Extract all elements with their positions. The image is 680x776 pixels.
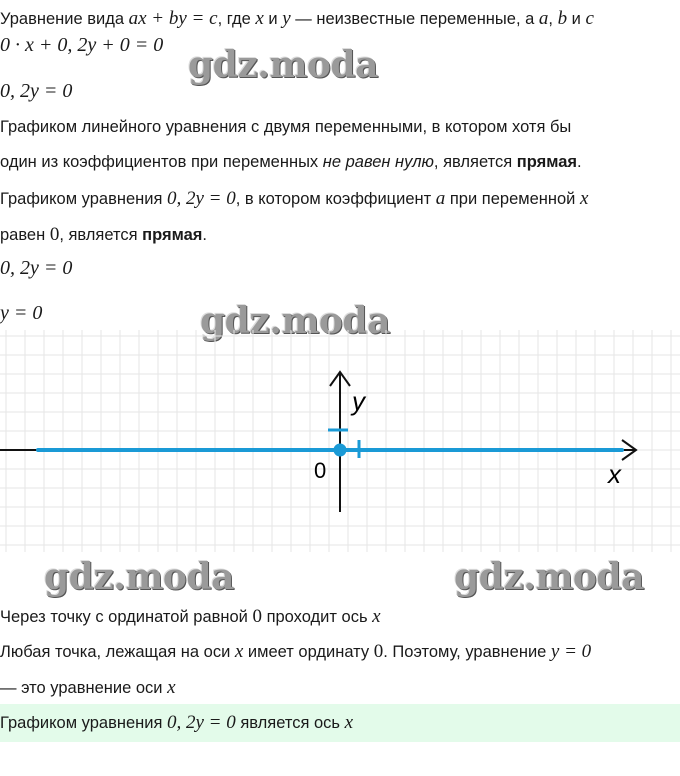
paragraph-4 bbox=[0, 606, 381, 628]
text: . Поэтому, уравнение bbox=[383, 643, 551, 661]
text: проходит ось bbox=[261, 608, 373, 626]
formula: b bbox=[557, 8, 568, 29]
formula: c bbox=[585, 8, 594, 29]
paragraph-5-line-1 bbox=[0, 641, 591, 663]
text: равен bbox=[0, 226, 50, 244]
answer-line bbox=[0, 712, 353, 734]
text: Графиком уравнения bbox=[0, 190, 167, 208]
text: Уравнение вида bbox=[0, 10, 129, 28]
paragraph-5-line-2 bbox=[0, 677, 176, 699]
equation-2: 0, 2y = 0 bbox=[0, 80, 73, 102]
paragraph-3-line-2 bbox=[0, 224, 207, 246]
formula: 0, 2y = 0 bbox=[166, 188, 236, 209]
text: , в котором коэффициент bbox=[235, 190, 436, 208]
emphasis: не равен нулю bbox=[322, 153, 434, 171]
origin-point bbox=[334, 444, 347, 457]
text: , bbox=[548, 10, 558, 28]
text: является ось bbox=[235, 714, 345, 732]
text: , где bbox=[217, 10, 256, 28]
text: имеет ординату bbox=[243, 643, 374, 661]
text: при переменной bbox=[445, 190, 580, 208]
watermark: gdz.moda bbox=[188, 44, 378, 86]
text: — неизвестные переменные, а bbox=[290, 10, 539, 28]
paragraph-3-line-1 bbox=[0, 188, 588, 210]
formula: x bbox=[255, 8, 264, 29]
text: Любая точка, лежащая на оси bbox=[0, 643, 235, 661]
equation-4: y = 0 bbox=[0, 302, 43, 324]
number: 0 bbox=[252, 606, 262, 627]
formula: y bbox=[282, 8, 291, 29]
formula: x bbox=[167, 677, 176, 698]
formula: x bbox=[234, 641, 244, 662]
watermark: gdz.moda bbox=[454, 556, 644, 598]
watermark: gdz.moda bbox=[200, 300, 390, 342]
equation-1: 0 · x + 0, 2y + 0 = 0 bbox=[0, 34, 164, 56]
text: Графиком уравнения bbox=[0, 714, 167, 732]
text: и bbox=[263, 10, 283, 28]
watermark: gdz.moda bbox=[44, 556, 234, 598]
formula: 0, 2y = 0 bbox=[166, 712, 236, 733]
equation-3: 0, 2y = 0 bbox=[0, 257, 73, 279]
text: один из коэффициентов при переменных bbox=[0, 153, 323, 171]
text: . bbox=[202, 226, 207, 244]
y-axis-label: y bbox=[352, 386, 365, 416]
text: — это уравнение оси bbox=[0, 679, 168, 697]
text: , является bbox=[59, 226, 143, 244]
x-axis-label: x bbox=[608, 459, 621, 489]
graph bbox=[0, 330, 680, 552]
paragraph-2-line-2 bbox=[0, 153, 582, 172]
number: 0 bbox=[49, 224, 60, 245]
text: Через точку с ординатой равной bbox=[0, 608, 253, 626]
formula: x bbox=[344, 712, 354, 733]
formula: a bbox=[435, 188, 446, 209]
text: и bbox=[567, 10, 586, 28]
formula: y = 0 bbox=[550, 641, 592, 662]
number: 0 bbox=[373, 641, 384, 662]
formula: a bbox=[538, 8, 549, 29]
text: , является bbox=[433, 153, 517, 171]
origin-label: 0 bbox=[314, 458, 327, 483]
intro-paragraph bbox=[0, 8, 594, 30]
bold-term: прямая bbox=[516, 153, 577, 171]
formula: x bbox=[579, 188, 589, 209]
bold-term: прямая bbox=[142, 226, 203, 244]
text: . bbox=[577, 153, 582, 171]
paragraph-2-line-1: Графиком линейного уравнения с двумя переменными, в котором хотя бы bbox=[0, 118, 572, 136]
formula: x bbox=[372, 606, 381, 627]
formula: ax + by = c bbox=[128, 8, 218, 29]
